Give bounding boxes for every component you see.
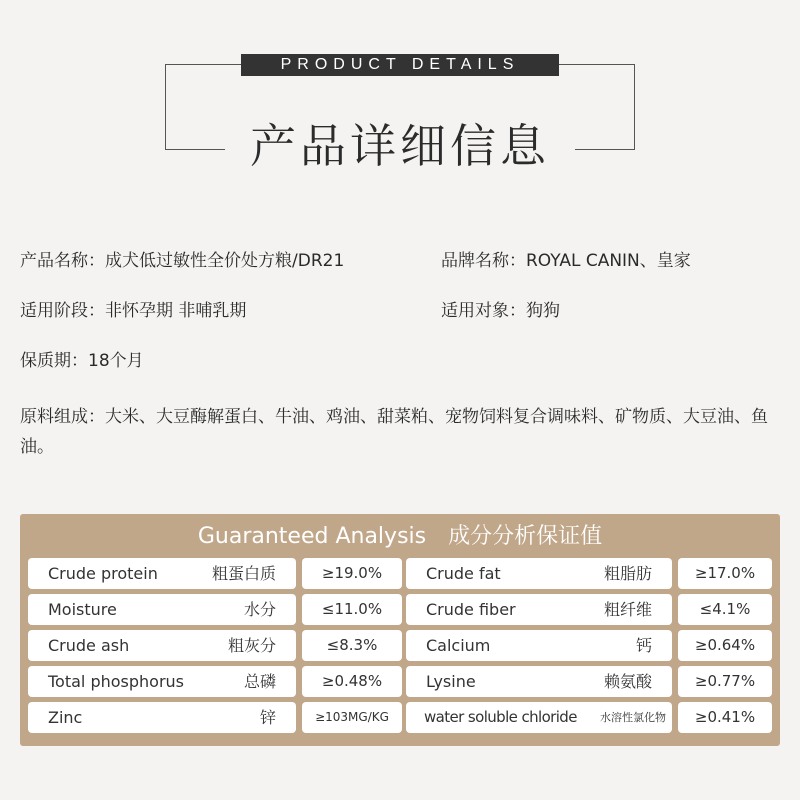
nutrient-cell: [406, 594, 672, 625]
nutrient-value: ≥19.0%: [321, 564, 383, 582]
nutrient-cell: [406, 702, 672, 733]
nutrient-name-en: water soluble chloride: [424, 708, 577, 726]
nutrient-value: ≥0.48%: [321, 672, 383, 690]
nutrient-name-en: Calcium: [426, 636, 491, 655]
nutrient-cell: [406, 630, 672, 661]
nutrient-name-en: Crude fiber: [426, 600, 516, 619]
nutrient-name-cn: 钙: [635, 636, 652, 655]
value-cell: [678, 630, 772, 661]
product-name-label: 产品名称：: [20, 251, 105, 271]
ingredients-value: 大米、大豆酶解蛋白、牛油、鸡油、甜菜粕、宠物饲料复合调味料、矿物质、大豆油、鱼油。: [20, 407, 768, 457]
analysis-title-en: Guaranteed Analysis: [197, 524, 427, 549]
nutrient-name-cn: 水溶性氯化物: [600, 711, 666, 724]
nutrient-value: ≥103MG/KG: [315, 710, 389, 724]
value-cell: [678, 666, 772, 697]
applicable-stage: [20, 296, 246, 321]
applicable-target: [441, 296, 560, 321]
brand-name: [441, 246, 691, 271]
nutrient-cell: [406, 558, 672, 589]
product-name: [20, 246, 344, 271]
nutrient-name-cn: 粗纤维: [603, 600, 652, 619]
shelf-life: [20, 346, 144, 371]
value-cell: [678, 702, 772, 733]
value-cell: [678, 594, 772, 625]
table-row: [28, 630, 772, 661]
page-title: 产品详细信息: [250, 119, 550, 173]
value-cell: [302, 666, 402, 697]
nutrient-cell: [28, 630, 296, 661]
nutrient-value: ≤4.1%: [699, 600, 751, 618]
nutrient-value: ≤11.0%: [321, 600, 383, 618]
nutrient-name-cn: 粗灰分: [227, 636, 276, 655]
nutrient-value: ≥0.77%: [694, 672, 756, 690]
analysis-title: [20, 520, 780, 554]
nutrient-value: ≥0.41%: [694, 708, 756, 726]
stage-label: 适用阶段：: [20, 301, 105, 321]
ingredients: [20, 402, 780, 462]
nutrient-cell: [28, 666, 296, 697]
table-row: [28, 666, 772, 697]
nutrient-value: ≥0.64%: [694, 636, 756, 654]
nutrient-name-cn: 赖氨酸: [603, 672, 652, 691]
analysis-title-cn: 成分分析保证值: [448, 524, 603, 549]
table-row: [28, 702, 772, 733]
shelf-value: 18个月: [88, 351, 144, 371]
nutrient-name-cn: 总磷: [243, 672, 276, 691]
nutrient-name-en: Zinc: [48, 708, 83, 727]
nutrient-cell: [28, 558, 296, 589]
nutrient-name-en: Lysine: [426, 672, 476, 691]
value-cell: [302, 558, 402, 589]
header-frame-bottom-right: [575, 149, 635, 150]
nutrient-name-cn: 粗脂肪: [603, 564, 652, 583]
nutrient-value: ≤8.3%: [326, 636, 378, 654]
nutrient-name-cn: 粗蛋白质: [211, 564, 276, 583]
header-frame-bottom-left: [165, 149, 225, 150]
nutrient-name-cn: 锌: [259, 708, 276, 727]
target-label: 适用对象：: [441, 301, 526, 321]
guaranteed-analysis-panel: [20, 514, 780, 746]
value-cell: [302, 594, 402, 625]
nutrient-cell: [28, 702, 296, 733]
table-row: [28, 594, 772, 625]
product-details-banner: PRODUCT DETAILS: [241, 54, 559, 76]
nutrient-cell: [406, 666, 672, 697]
nutrient-name-cn: 水分: [243, 600, 276, 619]
value-cell: [678, 558, 772, 589]
nutrient-cell: [28, 594, 296, 625]
target-value: 狗狗: [526, 301, 560, 321]
product-name-value: 成犬低过敏性全价处方粮/DR21: [105, 251, 345, 271]
nutrient-name-en: Crude ash: [48, 636, 130, 655]
stage-value: 非怀孕期 非哺乳期: [105, 301, 247, 321]
nutrient-name-en: Crude fat: [426, 564, 501, 583]
nutrient-value: ≥17.0%: [694, 564, 756, 582]
ingredients-label: 原料组成：: [20, 407, 105, 427]
value-cell: [302, 630, 402, 661]
brand-label: 品牌名称：: [441, 251, 526, 271]
value-cell: [302, 702, 402, 733]
brand-value: ROYAL CANIN、皇家: [526, 251, 691, 271]
shelf-label: 保质期：: [20, 351, 88, 371]
table-row: [28, 558, 772, 589]
nutrient-name-en: Total phosphorus: [48, 672, 185, 691]
nutrient-name-en: Crude protein: [48, 564, 158, 583]
nutrient-name-en: Moisture: [48, 600, 117, 619]
